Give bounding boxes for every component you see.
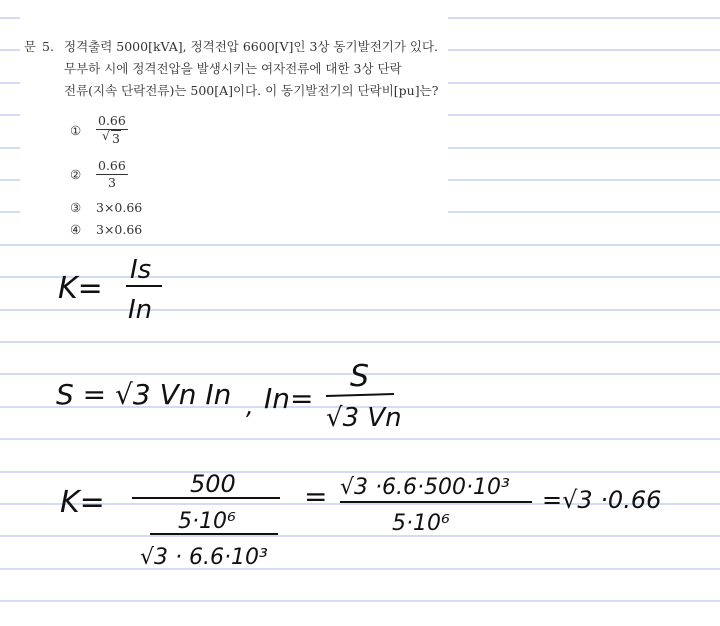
eq2-lhs: In= [264,382,314,415]
eq1-numerator: Is [130,255,152,285]
fraction-denominator: 3 [107,174,116,190]
eq2-numerator: S [350,359,370,394]
eq3-lhs: K= [60,485,105,520]
choice-text: 3×0.66 [96,221,143,237]
eq2-separator: , [246,392,254,420]
eq3-result: =√3 ·0.66 [542,486,662,514]
eq1-lhs: K= [58,271,103,306]
eq2-denominator: √3 Vn [326,403,402,433]
choice-mark: ④ [70,221,82,237]
eq2-fraction-bar [326,394,394,396]
eq3-numerator: 500 [190,470,236,498]
choice-mark: ① [70,122,82,138]
question-line-2: 무부하 시에 정격전압을 발생시키는 여자전류에 대한 3상 단락 [64,61,402,76]
eq2-left: S = √3 Vn In [56,378,232,411]
question-line-1: 정격출력 5000[kVA], 정격전압 6600[V]인 3상 동기발전기가 있다. [64,39,439,54]
question-prefix: 문 [24,39,37,54]
question-line-3: 전류(지속 단락전류)는 500[A]이다. 이 동기발전기의 단락비[pu]는? [64,83,439,98]
choice-mark: ③ [70,199,82,215]
sqrt-symbol: √ 3 [111,130,121,147]
eq1-denominator: In [128,295,153,325]
fraction-numerator: 0.66 [98,113,126,128]
eq3-equals: = [304,480,328,513]
eq3-numerator-2: √3 ·6.6·500·10³ [340,475,510,500]
choice-text: 3×0.66 [96,199,143,215]
eq3-inner-numerator: 5·10⁶ [178,509,236,534]
question-number: 5. [42,39,54,54]
eq3-denominator-2: 5·10⁶ [392,511,450,536]
fraction-numerator: 0.66 [98,157,126,173]
eq3-inner-denominator: √3 · 6.6·10³ [140,545,268,570]
choice-mark: ② [70,166,82,182]
